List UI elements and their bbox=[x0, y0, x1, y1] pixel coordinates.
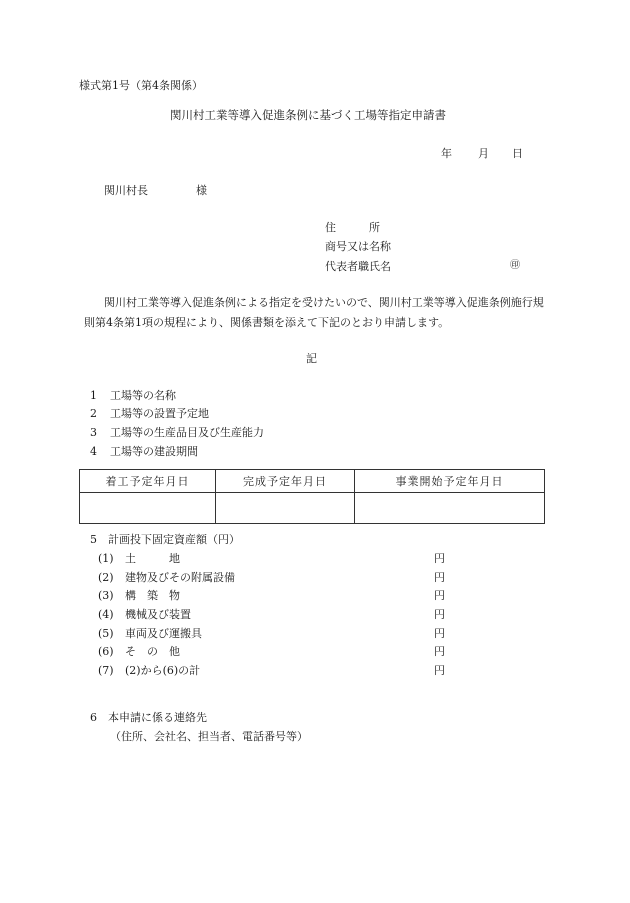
date-day: 日 bbox=[512, 147, 523, 160]
yen-unit: 円 bbox=[434, 608, 445, 621]
item-number: (7) bbox=[98, 664, 114, 677]
ki-heading: 記 bbox=[306, 352, 317, 365]
business-start-date-cell[interactable] bbox=[355, 493, 545, 524]
list-item bbox=[0, 408, 630, 424]
item-label: 工場等の設置予定地 bbox=[110, 407, 209, 420]
item-number: (6) bbox=[98, 645, 114, 658]
investment-heading: 5 計画投下固定資産額（円） bbox=[90, 533, 240, 546]
table-row bbox=[80, 493, 545, 524]
addressee-name: 関川村長 bbox=[104, 184, 148, 197]
item-label: 工場等の建設期間 bbox=[110, 445, 198, 458]
item-label: (2)から(6)の計 bbox=[125, 664, 201, 677]
item-number: 1 bbox=[90, 389, 97, 402]
list-item bbox=[0, 590, 630, 606]
item-number: (1) bbox=[98, 552, 114, 565]
list-item bbox=[0, 628, 630, 644]
column-header: 事業開始予定年月日 bbox=[355, 470, 545, 493]
table-header-row bbox=[80, 470, 545, 493]
yen-unit: 円 bbox=[434, 664, 445, 677]
addressee-honorific: 様 bbox=[196, 184, 207, 197]
item-label: 構 築 物 bbox=[125, 589, 180, 602]
date-month: 月 bbox=[478, 147, 489, 160]
address-label: 住 所 bbox=[325, 221, 380, 234]
item-label: 機械及び装置 bbox=[125, 608, 191, 621]
list-item bbox=[0, 609, 630, 625]
item-label: 建物及びその附属設備 bbox=[125, 571, 235, 584]
item-number: (2) bbox=[98, 571, 114, 584]
yen-unit: 円 bbox=[434, 571, 445, 584]
form-number: 様式第1号（第4条関係） bbox=[79, 79, 203, 92]
yen-unit: 円 bbox=[434, 552, 445, 565]
item-number: 2 bbox=[90, 407, 97, 420]
list-item bbox=[0, 553, 630, 569]
item-number: 3 bbox=[90, 426, 97, 439]
item-label: 車両及び運搬具 bbox=[125, 627, 202, 640]
item-number: (4) bbox=[98, 608, 114, 621]
yen-unit: 円 bbox=[434, 645, 445, 658]
item-number: 4 bbox=[90, 445, 97, 458]
item-label: 土 地 bbox=[125, 552, 180, 565]
construction-schedule-table bbox=[79, 469, 545, 524]
application-body-text: 関川村工業等導入促進条例による指定を受けたいので、関川村工業等導入促進条例施行規則第4条第1項の規程により、関係書類を添えて下記のとおり申請します。 bbox=[84, 296, 544, 329]
yen-unit: 円 bbox=[434, 589, 445, 602]
contact-note: （住所、会社名、担当者、電話番号等） bbox=[110, 730, 308, 743]
item-number: (5) bbox=[98, 627, 114, 640]
list-item bbox=[0, 572, 630, 588]
contact-heading: 6 本申請に係る連絡先 bbox=[90, 711, 207, 724]
list-item bbox=[0, 427, 630, 443]
column-header: 着工予定年月日 bbox=[80, 470, 216, 493]
document-title: 関川村工業等導入促進条例に基づく工場等指定申請書 bbox=[170, 108, 446, 122]
yen-unit: 円 bbox=[434, 627, 445, 640]
item-label: そ の 他 bbox=[125, 645, 180, 658]
seal-mark: ㊞ bbox=[510, 260, 520, 271]
trade-name-label: 商号又は名称 bbox=[325, 240, 391, 253]
list-item bbox=[0, 446, 630, 462]
item-number: (3) bbox=[98, 589, 114, 602]
column-header: 完成予定年月日 bbox=[216, 470, 355, 493]
list-item bbox=[0, 646, 630, 662]
list-item bbox=[0, 390, 630, 406]
item-label: 工場等の名称 bbox=[110, 389, 176, 402]
date-year: 年 bbox=[441, 147, 452, 160]
completion-date-cell[interactable] bbox=[216, 493, 355, 524]
list-item bbox=[0, 665, 630, 681]
representative-label: 代表者職氏名 bbox=[325, 260, 391, 273]
start-date-cell[interactable] bbox=[80, 493, 216, 524]
item-label: 工場等の生産品目及び生産能力 bbox=[110, 426, 264, 439]
